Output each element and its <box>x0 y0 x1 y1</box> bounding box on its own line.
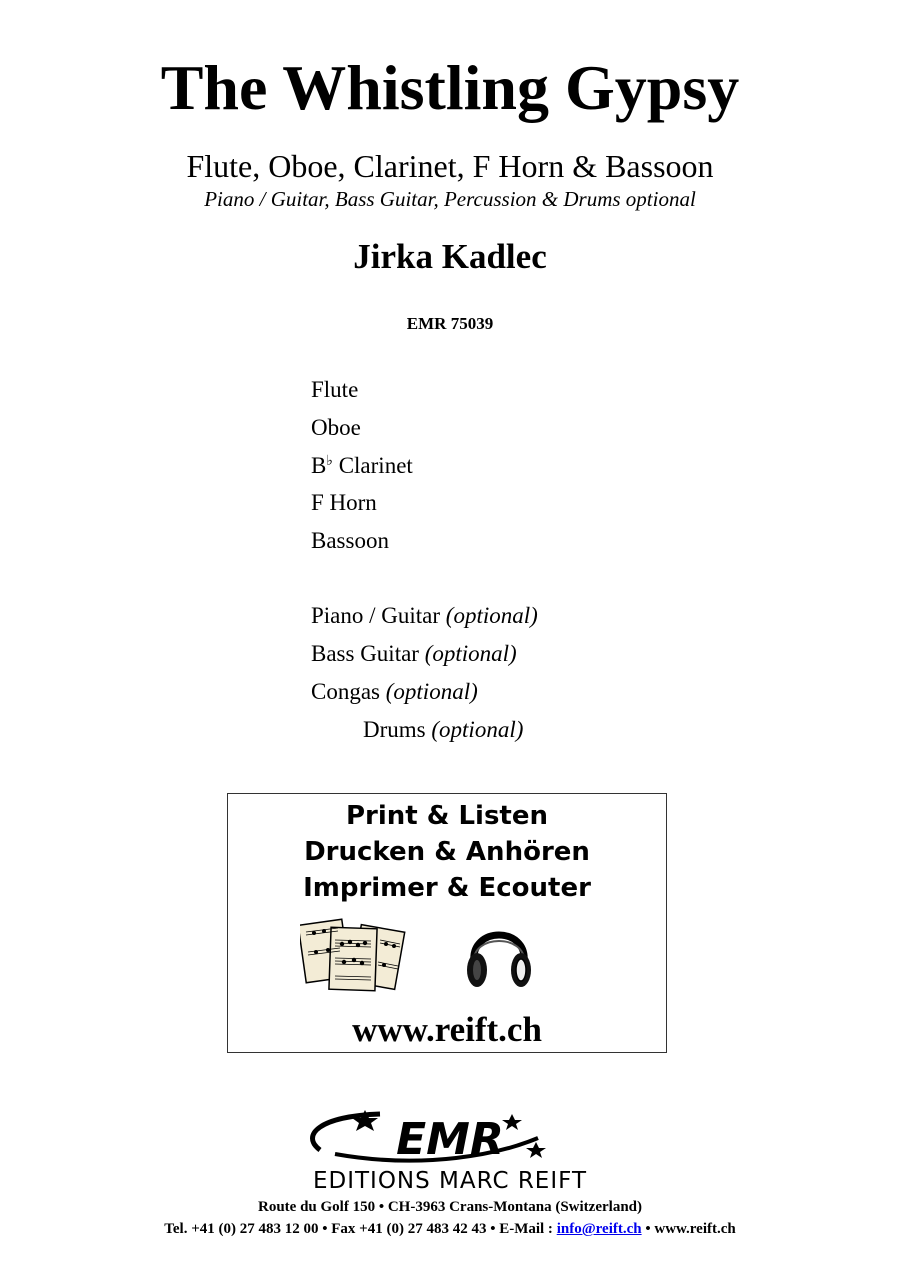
website-suffix[interactable]: • www.reift.ch <box>641 1221 736 1237</box>
sheet-music-icon <box>300 914 412 998</box>
emr-logo-text: EMR <box>396 1114 504 1165</box>
optional-note: (optional) <box>424 641 517 666</box>
title: The Whistling Gypsy <box>160 52 740 123</box>
instrument-label: Congas <box>311 679 380 704</box>
instrument-label: Drums <box>363 717 426 742</box>
instrument-drums <box>363 716 523 744</box>
instrument-piano-guitar <box>311 602 538 630</box>
emr-logo <box>250 1110 650 1165</box>
instrument-bassoon: Bassoon <box>311 528 389 553</box>
optional-note: (optional) <box>385 679 478 704</box>
instrument-f-horn: F Horn <box>311 490 377 515</box>
print-listen-box <box>227 793 667 1053</box>
subtitle: Flute, Oboe, Clarinet, F Horn & Bassoon <box>186 148 714 184</box>
instrument-clarinet <box>311 452 413 480</box>
promo-line-french: Imprimer & Ecouter <box>303 873 591 903</box>
composer-name: Jirka Kadlec <box>353 237 547 276</box>
headphones-icon <box>464 914 534 994</box>
tel-fax: Tel. +41 (0) 27 483 12 00 • Fax +41 (0) 27 483 42 43 • E-Mail : <box>164 1221 557 1237</box>
clarinet-label: Clarinet <box>338 453 413 478</box>
optional-note: (optional) <box>431 717 524 742</box>
promo-line-english: Print & Listen <box>345 801 549 831</box>
website-link[interactable]: www.reift.ch <box>352 1010 542 1049</box>
email-link[interactable]: info@reift.ch <box>556 1221 642 1237</box>
clarinet-key: B <box>311 453 327 478</box>
publisher-contact <box>0 1219 900 1239</box>
flat-sign: ♭ <box>326 454 333 469</box>
instrument-congas <box>311 678 478 706</box>
instrument-bass-guitar <box>311 640 517 668</box>
publisher-address: Route du Golf 150 • CH-3963 Crans-Montana (Switzerland) <box>258 1199 642 1215</box>
optional-note: (optional) <box>445 603 538 628</box>
promo-line-german: Drucken & Anhören <box>304 837 590 867</box>
instrument-oboe: Oboe <box>311 415 361 440</box>
instrument-label: Piano / Guitar <box>311 603 441 628</box>
instrument-label: Bass Guitar <box>311 641 419 666</box>
publisher-name: EDITIONS MARC REIFT <box>312 1168 588 1194</box>
optional-instruments-line: Piano / Guitar, Bass Guitar, Percussion & Drums optional <box>204 187 696 211</box>
instrument-flute: Flute <box>311 377 359 402</box>
catalog-number: EMR 75039 <box>406 314 494 333</box>
